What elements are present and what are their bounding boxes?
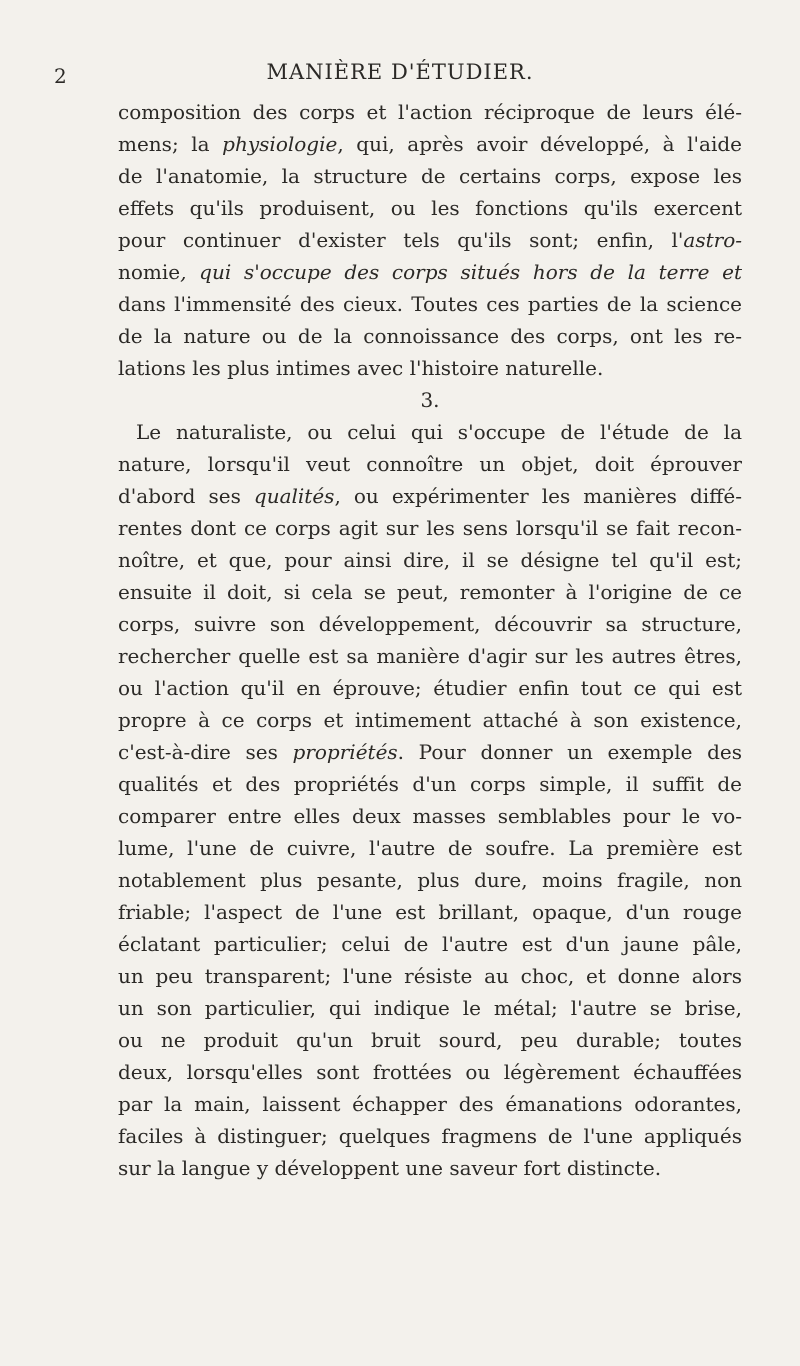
text-line: effets qu'ils produisent, ou les fonctions qu'ils exercent — [118, 196, 742, 220]
text-line: rentes dont ce corps agit sur les sens lorsqu'il se fait recon- — [118, 516, 742, 540]
italic-term: propriétés — [292, 740, 398, 764]
text-segment: d'abord ses — [118, 484, 254, 508]
text-line: lume, l'une de cuivre, l'autre de soufre. La première est — [118, 836, 742, 860]
text-line — [118, 256, 742, 288]
text-line: éclatant particulier; celui de l'autre est d'un jaune pâle, — [118, 932, 742, 956]
text-line: qualités et des propriétés d'un corps simple, il suffit de — [118, 772, 742, 796]
paragraph-2 — [118, 416, 742, 1184]
text-segment: , ou expérimenter les manières diffé- — [334, 484, 742, 508]
text-segment: nomie — [118, 260, 181, 284]
text-line: propre à ce corps et intimement attaché à son existence, — [118, 708, 742, 732]
italic-term: physiologie — [222, 132, 338, 156]
text-segment: pour continuer d'exister tels qu'ils sont; enfin, l' — [118, 228, 684, 252]
text-line — [118, 128, 742, 160]
text-segment: c'est-à-dire ses — [118, 740, 293, 764]
text-line: faciles à distinguer; quelques fragmens de l'une appliqués — [118, 1124, 742, 1148]
page-header — [0, 56, 800, 96]
text-line: noître, et que, pour ainsi dire, il se désigne tel qu'il est; — [118, 548, 742, 572]
text-line: comparer entre elles deux masses semblables pour le vo- — [118, 804, 742, 828]
italic-term: astro- — [683, 228, 742, 252]
page-number: 2 — [54, 64, 67, 88]
text-line — [118, 736, 742, 768]
text-segment: , qui, après avoir développé, à l'aide — [337, 132, 742, 156]
running-head: MANIÈRE D'ÉTUDIER. — [266, 60, 534, 84]
text-line: un peu transparent; l'une résiste au choc, et donne alors — [118, 964, 742, 988]
text-line: deux, lorsqu'elles sont frottées ou légèrement échauffées — [118, 1060, 742, 1084]
text-line: Le naturaliste, ou celui qui s'occupe de l'étude de la — [136, 420, 742, 444]
text-line: corps, suivre son développement, découvrir sa structure, — [118, 612, 742, 636]
text-line: nature, lorsqu'il veut connoître un objet, doit éprouver — [118, 452, 742, 476]
text-line: ou ne produit qu'un bruit sourd, peu durable; toutes — [118, 1028, 742, 1052]
body-text — [118, 96, 742, 1184]
text-line: de l'anatomie, la structure de certains corps, expose les — [118, 164, 742, 188]
text-line: de la nature ou de la connoissance des corps, ont les re- — [118, 324, 742, 348]
text-line: composition des corps et l'action réciproque de leurs élé- — [118, 100, 742, 124]
text-line: par la main, laissent échapper des émanations odorantes, — [118, 1092, 742, 1116]
text-line — [118, 224, 742, 256]
text-line: sur la langue y développent une saveur fort distincte. — [118, 1156, 662, 1180]
text-line: friable; l'aspect de l'une est brillant, opaque, d'un rouge — [118, 900, 742, 924]
text-line: dans l'immensité des cieux. Toutes ces parties de la science — [118, 292, 742, 316]
text-line: notablement plus pesante, plus dure, moins fragile, non — [118, 868, 742, 892]
text-line: rechercher quelle est sa manière d'agir sur les autres êtres, — [118, 644, 742, 668]
text-line — [118, 480, 742, 512]
text-line: un son particulier, qui indique le métal; l'autre se brise, — [118, 996, 742, 1020]
text-segment: . Pour donner un exemple des — [397, 740, 743, 764]
paragraph-1 — [118, 96, 742, 384]
text-line: ensuite il doit, si cela se peut, remonter à l'origine de ce — [118, 580, 742, 604]
section-number: 3. — [420, 388, 440, 412]
italic-term: qualités — [253, 484, 335, 508]
text-line: lations les plus intimes avec l'histoire naturelle. — [118, 356, 604, 380]
text-segment: mens; la — [118, 132, 223, 156]
italic-term: , qui s'occupe des corps situés hors de la terre et — [180, 260, 742, 284]
text-line: ou l'action qu'il en éprouve; étudier enfin tout ce qui est — [118, 676, 742, 700]
